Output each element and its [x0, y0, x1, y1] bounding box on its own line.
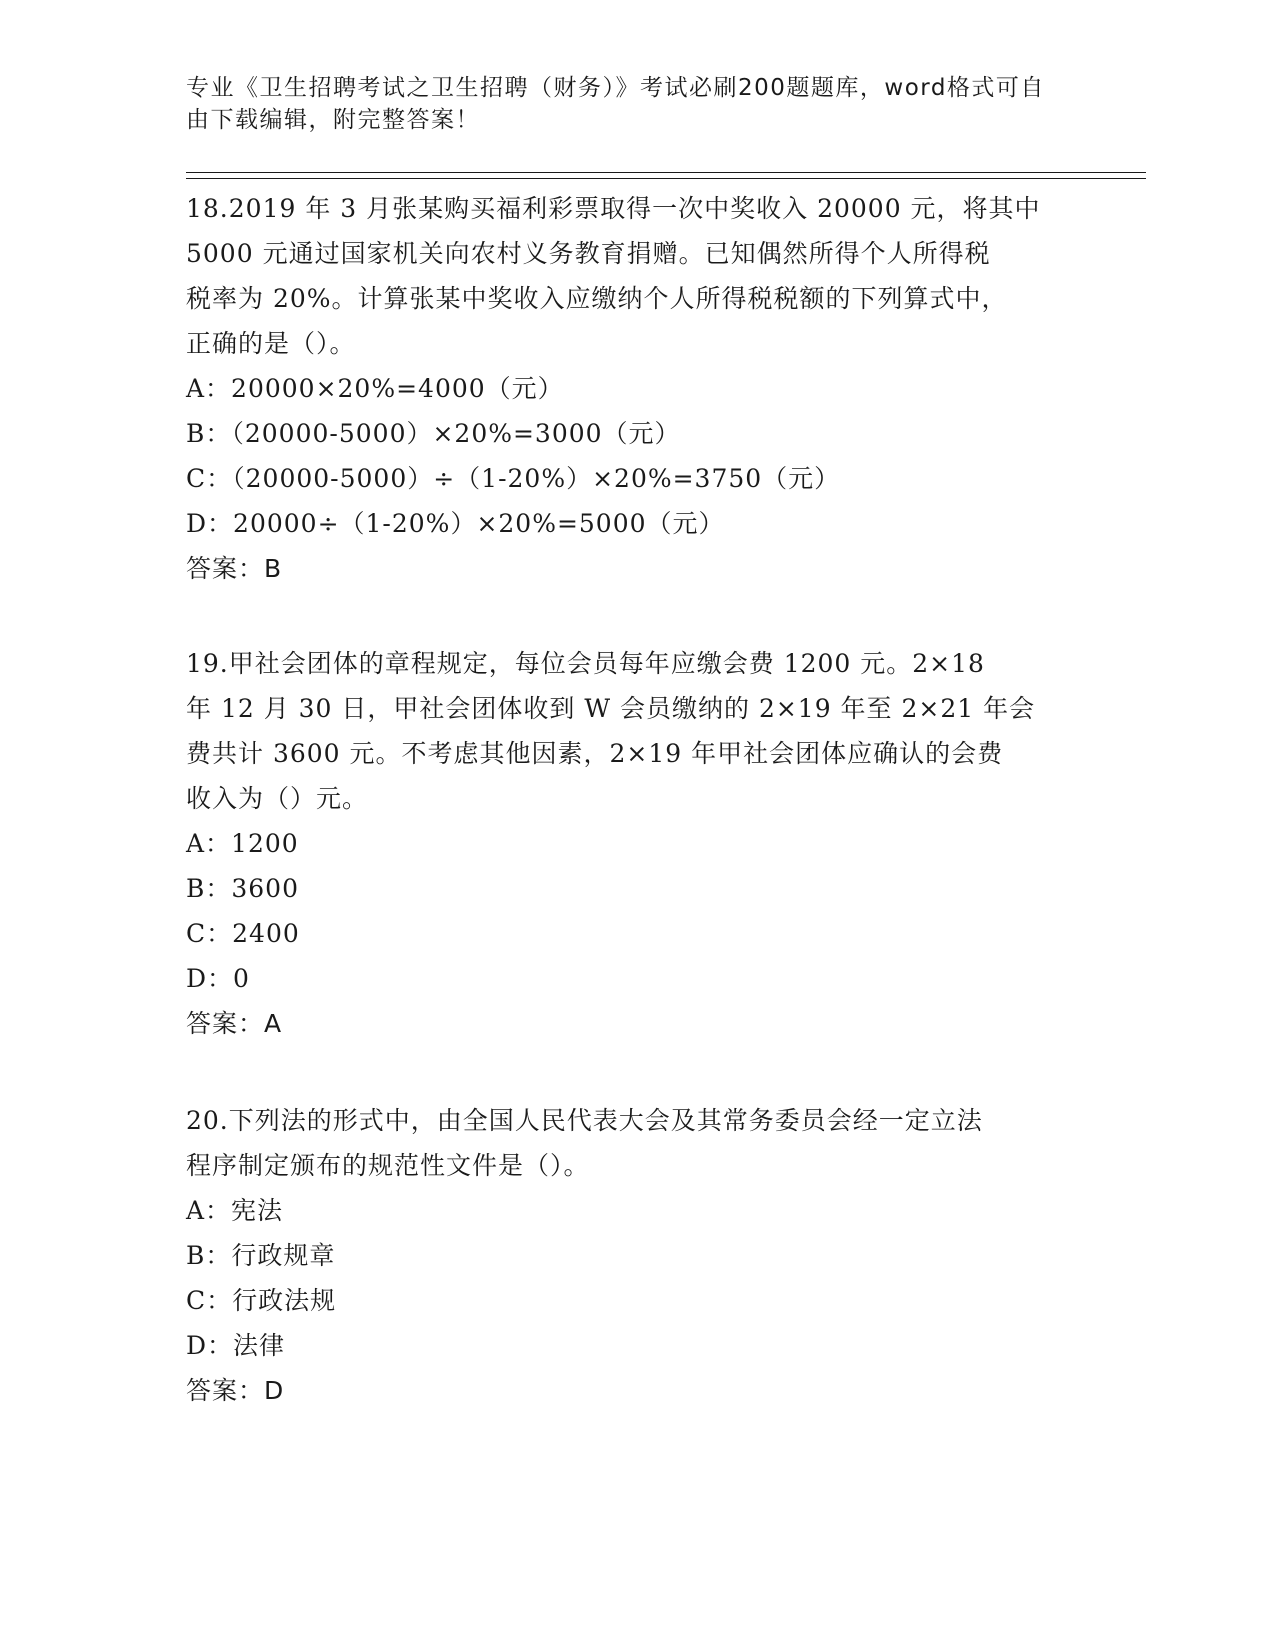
answer-key: 答案：B: [186, 554, 283, 583]
option-d: D：0: [186, 964, 250, 993]
question-stem-line: 正确的是（）。: [186, 329, 356, 358]
question-19: [186, 641, 1086, 1046]
question-stem-line: 5000 元通过国家机关向农村义务教育捐赠。已知偶然所得个人所得税: [186, 239, 991, 268]
question-stem-line: 程序制定颁布的规范性文件是（）。: [186, 1151, 590, 1180]
answer-key: 答案：A: [186, 1009, 283, 1038]
header-line: 专业《卫生招聘考试之卫生招聘（财务）》考试必刷200题题库，word格式可自: [186, 75, 1045, 101]
option-d: D：法律: [186, 1331, 286, 1360]
option-a: A：1200: [186, 829, 299, 858]
option-c: C：（20000-5000）÷（1-20%）×20%=3750（元）: [186, 464, 841, 493]
option-a: A：宪法: [186, 1196, 284, 1225]
option-c: C：行政法规: [186, 1286, 337, 1315]
question-stem-line: 18.2019 年 3 月张某购买福利彩票取得一次中奖收入 20000 元，将其中: [186, 194, 1041, 223]
option-a: A：20000×20%=4000（元）: [186, 374, 564, 403]
option-d: D：20000÷（1-20%）×20%=5000（元）: [186, 509, 725, 538]
question-20: [186, 1098, 1086, 1413]
header-line: 由下载编辑，附完整答案！: [186, 107, 480, 133]
option-b: B：（20000-5000）×20%=3000（元）: [186, 419, 681, 448]
option-c: C：2400: [186, 919, 300, 948]
header-divider-bottom: [186, 178, 1146, 179]
question-18: [186, 186, 1086, 591]
document-header: [186, 72, 1066, 136]
question-stem-line: 收入为（）元。: [186, 784, 369, 813]
header-divider-top: [186, 172, 1146, 173]
question-stem-line: 20.下列法的形式中，由全国人民代表大会及其常务委员会经一定立法: [186, 1106, 983, 1135]
question-stem-line: 税率为 20%。计算张某中奖收入应缴纳个人所得税税额的下列算式中，: [186, 284, 1008, 313]
option-b: B：行政规章: [186, 1241, 336, 1270]
question-stem-line: 费共计 3600 元。不考虑其他因素，2×19 年甲社会团体应确认的会费: [186, 739, 1004, 768]
question-stem-line: 年 12 月 30 日，甲社会团体收到 W 会员缴纳的 2×19 年至 2×21 年会: [186, 694, 1036, 723]
option-b: B：3600: [186, 874, 299, 903]
question-stem-line: 19.甲社会团体的章程规定，每位会员每年应缴会费 1200 元。2×18: [186, 649, 985, 678]
answer-key: 答案：D: [186, 1376, 285, 1405]
